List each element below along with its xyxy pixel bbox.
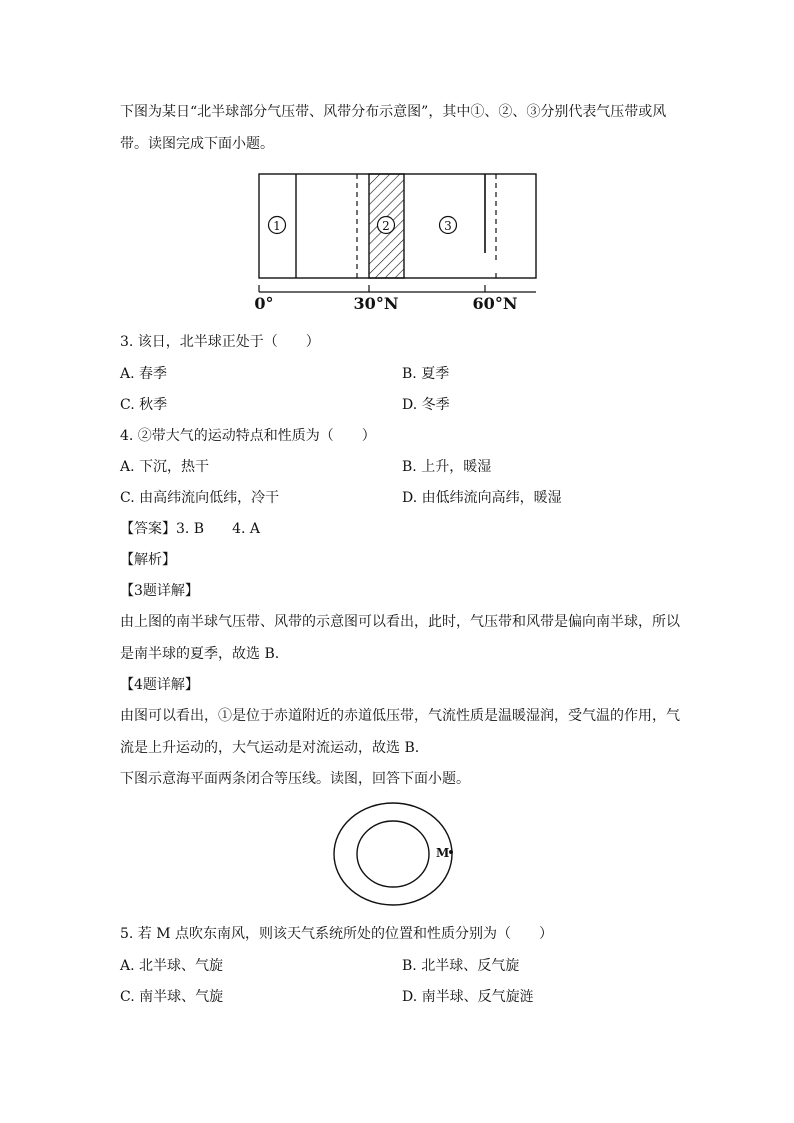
- q4-option-b: B. 上升，暖湿: [402, 459, 492, 475]
- q3-detail-heading: 【3题详解】: [120, 583, 199, 599]
- q4-stem: 4. ②带大气的运动特点和性质为（ ）: [120, 428, 376, 444]
- q5-option-d: D. 南半球、反气旋涟: [402, 989, 534, 1005]
- outer-isobar: [334, 803, 452, 905]
- answer-line: 【答案】3. B 4. A: [120, 521, 261, 537]
- q3-stem: 3. 该日，北半球正处于（ ）: [120, 334, 320, 350]
- q4-detail-heading: 【4题详解】: [120, 677, 199, 693]
- q3-option-c: C. 秋季: [120, 397, 168, 413]
- intro2-line-1: 下图示意海平面两条闭合等压线。读图，回答下面小题。: [120, 771, 470, 787]
- q5-option-a: A. 北半球、气旋: [120, 958, 224, 974]
- q3-option-b: B. 夏季: [402, 366, 450, 382]
- svg-text:1: 1: [273, 219, 281, 233]
- axis-label-60n: 60°N: [472, 294, 518, 313]
- pressure-belt-diagram: [250, 165, 550, 315]
- point-m-dot: [449, 850, 453, 854]
- q4-option-a: A. 下沉，热干: [120, 459, 210, 475]
- q4-detail-line-2: 流是上升运动的，大气运动是对流运动，故选 B.: [120, 740, 420, 756]
- analysis-heading: 【解析】: [120, 552, 176, 568]
- axis-label-0: 0°: [254, 294, 274, 313]
- intro-line-2: 带。读图完成下面小题。: [120, 136, 274, 152]
- isobar-diagram: [330, 800, 470, 910]
- q3-detail-line-1: 由上图的南半球气压带、风带的示意图可以看出，此时，气压带和风带是偏向南半球，所以: [120, 614, 680, 630]
- svg-text:3: 3: [444, 219, 452, 233]
- intro-line-1: 下图为某日“北半球部分气压带、风带分布示意图”，其中①、②、③分别代表气压带或风: [120, 104, 667, 120]
- q5-stem: 5. 若 M 点吹东南风，则该天气系统所处的位置和性质分别为（ ）: [120, 926, 554, 942]
- q5-option-b: B. 北半球、反气旋: [402, 958, 520, 974]
- q3-detail-line-2: 是南半球的夏季，故选 B.: [120, 646, 280, 662]
- point-m-label: M: [436, 846, 450, 860]
- inner-isobar: [357, 821, 429, 887]
- axis-label-30n: 30°N: [353, 294, 399, 313]
- q4-option-d: D. 由低纬流向高纬，暖湿: [402, 490, 562, 506]
- q4-detail-line-1: 由图可以看出，①是位于赤道附近的赤道低压带，气流性质是温暖湿润，受气温的作用，气: [120, 708, 680, 724]
- q4-option-c: C. 由高纬流向低纬，冷干: [120, 490, 280, 506]
- q3-option-a: A. 春季: [120, 366, 168, 382]
- q3-option-d: D. 冬季: [402, 397, 450, 413]
- svg-text:2: 2: [382, 219, 390, 233]
- q5-option-c: C. 南半球、气旋: [120, 989, 224, 1005]
